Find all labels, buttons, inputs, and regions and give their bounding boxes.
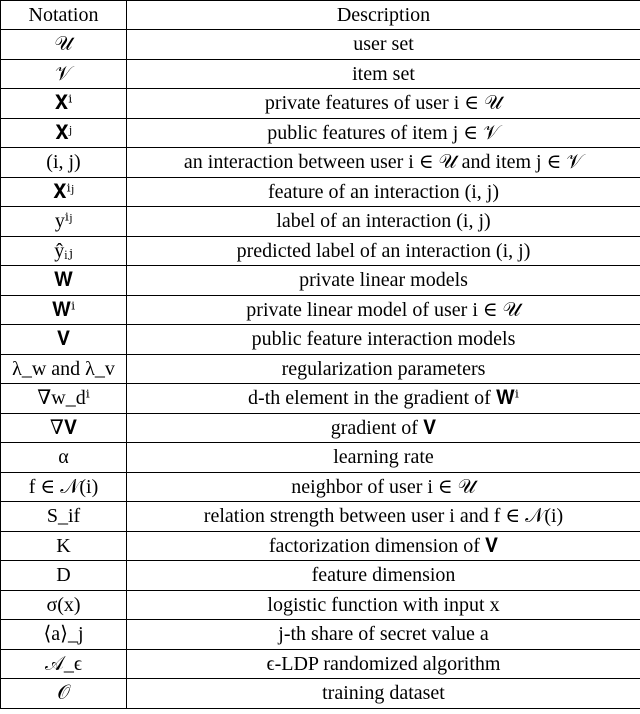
table-row [1, 443, 640, 473]
notation-cell: 𝐗ⁱʲ [1, 177, 127, 207]
table-row [1, 266, 640, 296]
notation-cell: ⟨a⟩_j [1, 620, 127, 650]
table-row [1, 207, 640, 237]
notation-cell: 𝒪 [1, 679, 127, 709]
description-cell: private features of user i ∈ 𝒰 [127, 89, 640, 119]
description-cell: j-th share of secret value a [127, 620, 640, 650]
table-row [1, 148, 640, 178]
notation-cell: 𝒰 [1, 30, 127, 60]
notation-cell: 𝐗ⁱ [1, 89, 127, 119]
table-row [1, 502, 640, 532]
notation-cell: λ_w and λ_v [1, 354, 127, 384]
description-cell: public features of item j ∈ 𝒱 [127, 118, 640, 148]
notation-cell: ∇𝐕 [1, 413, 127, 443]
table-row [1, 620, 640, 650]
notation-cell: S_if [1, 502, 127, 532]
table-row [1, 59, 640, 89]
notation-cell: ŷᵢⱼ [1, 236, 127, 266]
table-row [1, 472, 640, 502]
description-cell: an interaction between user i ∈ 𝒰 and item j ∈ 𝒱 [127, 148, 640, 178]
notation-cell: (i, j) [1, 148, 127, 178]
table-row [1, 325, 640, 355]
header-row [1, 1, 640, 30]
description-cell: ϵ-LDP randomized algorithm [127, 649, 640, 679]
description-cell: label of an interaction (i, j) [127, 207, 640, 237]
notation-cell: σ(x) [1, 590, 127, 620]
description-cell: gradient of 𝐕 [127, 413, 640, 443]
notation-cell: D [1, 561, 127, 591]
description-cell: factorization dimension of 𝐕 [127, 531, 640, 561]
header-description: Description [127, 1, 640, 30]
table-row [1, 354, 640, 384]
notation-cell: ∇w_dⁱ [1, 384, 127, 414]
notation-cell: 𝒜_ϵ [1, 649, 127, 679]
description-cell: learning rate [127, 443, 640, 473]
notation-cell: K [1, 531, 127, 561]
notation-cell: f ∈ 𝒩(i) [1, 472, 127, 502]
description-cell: feature dimension [127, 561, 640, 591]
table-row [1, 236, 640, 266]
description-cell: regularization parameters [127, 354, 640, 384]
description-cell: d-th element in the gradient of 𝐖ⁱ [127, 384, 640, 414]
notation-cell: α [1, 443, 127, 473]
notation-cell: 𝐕 [1, 325, 127, 355]
description-cell: user set [127, 30, 640, 60]
table-row [1, 118, 640, 148]
table-row [1, 590, 640, 620]
description-cell: neighbor of user i ∈ 𝒰 [127, 472, 640, 502]
notation-cell: 𝐗ʲ [1, 118, 127, 148]
table-row [1, 679, 640, 709]
notation-cell: 𝐖 [1, 266, 127, 296]
description-cell: relation strength between user i and f ∈ 𝒩(i) [127, 502, 640, 532]
table-row [1, 531, 640, 561]
table-row [1, 89, 640, 119]
table-row [1, 561, 640, 591]
description-cell: item set [127, 59, 640, 89]
header-notation: Notation [1, 1, 127, 30]
description-cell: predicted label of an interaction (i, j) [127, 236, 640, 266]
notation-cell: yⁱʲ [1, 207, 127, 237]
notation-cell: 𝒱 [1, 59, 127, 89]
description-cell: public feature interaction models [127, 325, 640, 355]
table-row [1, 295, 640, 325]
description-cell: private linear models [127, 266, 640, 296]
description-cell: training dataset [127, 679, 640, 709]
table-row [1, 384, 640, 414]
description-cell: feature of an interaction (i, j) [127, 177, 640, 207]
table-row [1, 30, 640, 60]
table-body [1, 30, 640, 709]
description-cell: logistic function with input x [127, 590, 640, 620]
notation-cell: 𝐖ⁱ [1, 295, 127, 325]
table-row [1, 177, 640, 207]
table-row [1, 649, 640, 679]
table-row [1, 413, 640, 443]
description-cell: private linear model of user i ∈ 𝒰 [127, 295, 640, 325]
